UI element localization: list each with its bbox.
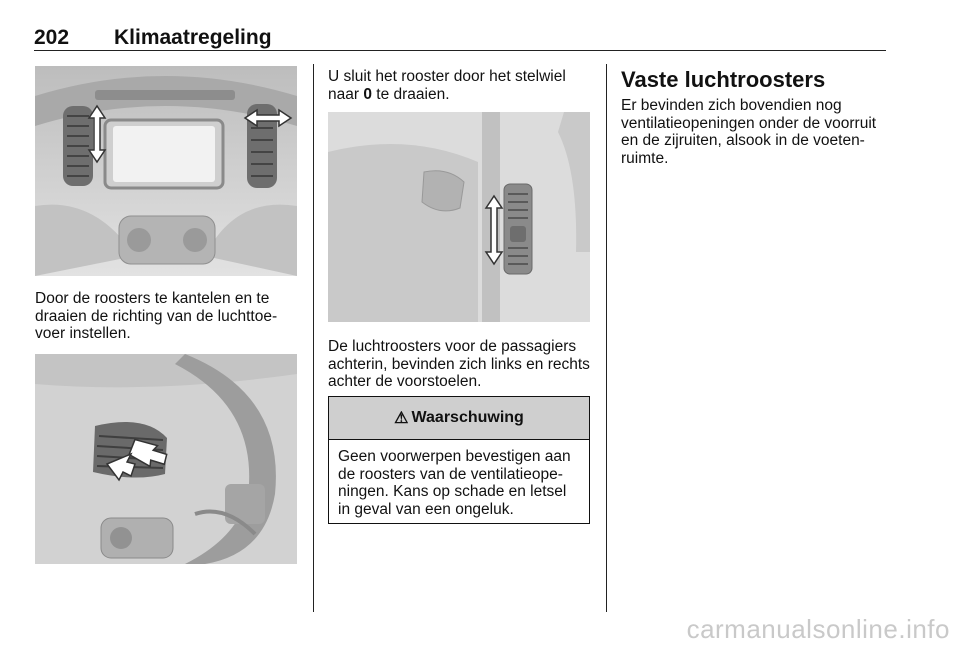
caption-tilt-vents: Door de roosters te kantelen en te draaien de richting van de luchttoe-voer instellen. <box>35 290 278 342</box>
figure-side-vent <box>35 354 297 564</box>
intro-text-before: U sluit het rooster door het stelwiel naar <box>328 68 566 103</box>
intro-close-vent <box>328 68 596 103</box>
page-header <box>34 26 886 50</box>
intro-text-after: te draaien. <box>371 85 450 103</box>
figure-rear-vent <box>328 112 590 322</box>
watermark: carmanualsonline.info <box>686 614 950 644</box>
page-number: 202 <box>34 26 70 49</box>
column-divider-2 <box>606 64 607 612</box>
column-divider-1 <box>313 64 314 612</box>
section-heading: Vaste luchtroosters <box>621 67 826 92</box>
warning-title: Waarschuwing <box>411 409 524 426</box>
warning-triangle-icon: ⚠ <box>394 410 409 427</box>
header-rule <box>34 50 886 51</box>
chapter-title: Klimaatregeling <box>114 26 272 49</box>
warning-box <box>328 396 590 524</box>
intro-bold-zero: 0 <box>363 85 372 103</box>
section-text: Er bevinden zich bovendien nog ventilatieopeningen onder de voorruit en de zijruiten, alsook in de voeten-ruimte. <box>621 97 877 167</box>
figure-dashboard-vents <box>35 66 297 276</box>
caption-rear-vents: De luchtroosters voor de passagiers achterin, bevinden zich links en rechts achter de voorstoelen. <box>328 338 590 390</box>
warning-text: Geen voorwerpen bevestigen aan de roosters van de ventilatieope-ningen. Kans op schade en letsel in geval van een ongeluk. <box>338 448 571 518</box>
warning-header <box>329 397 589 440</box>
